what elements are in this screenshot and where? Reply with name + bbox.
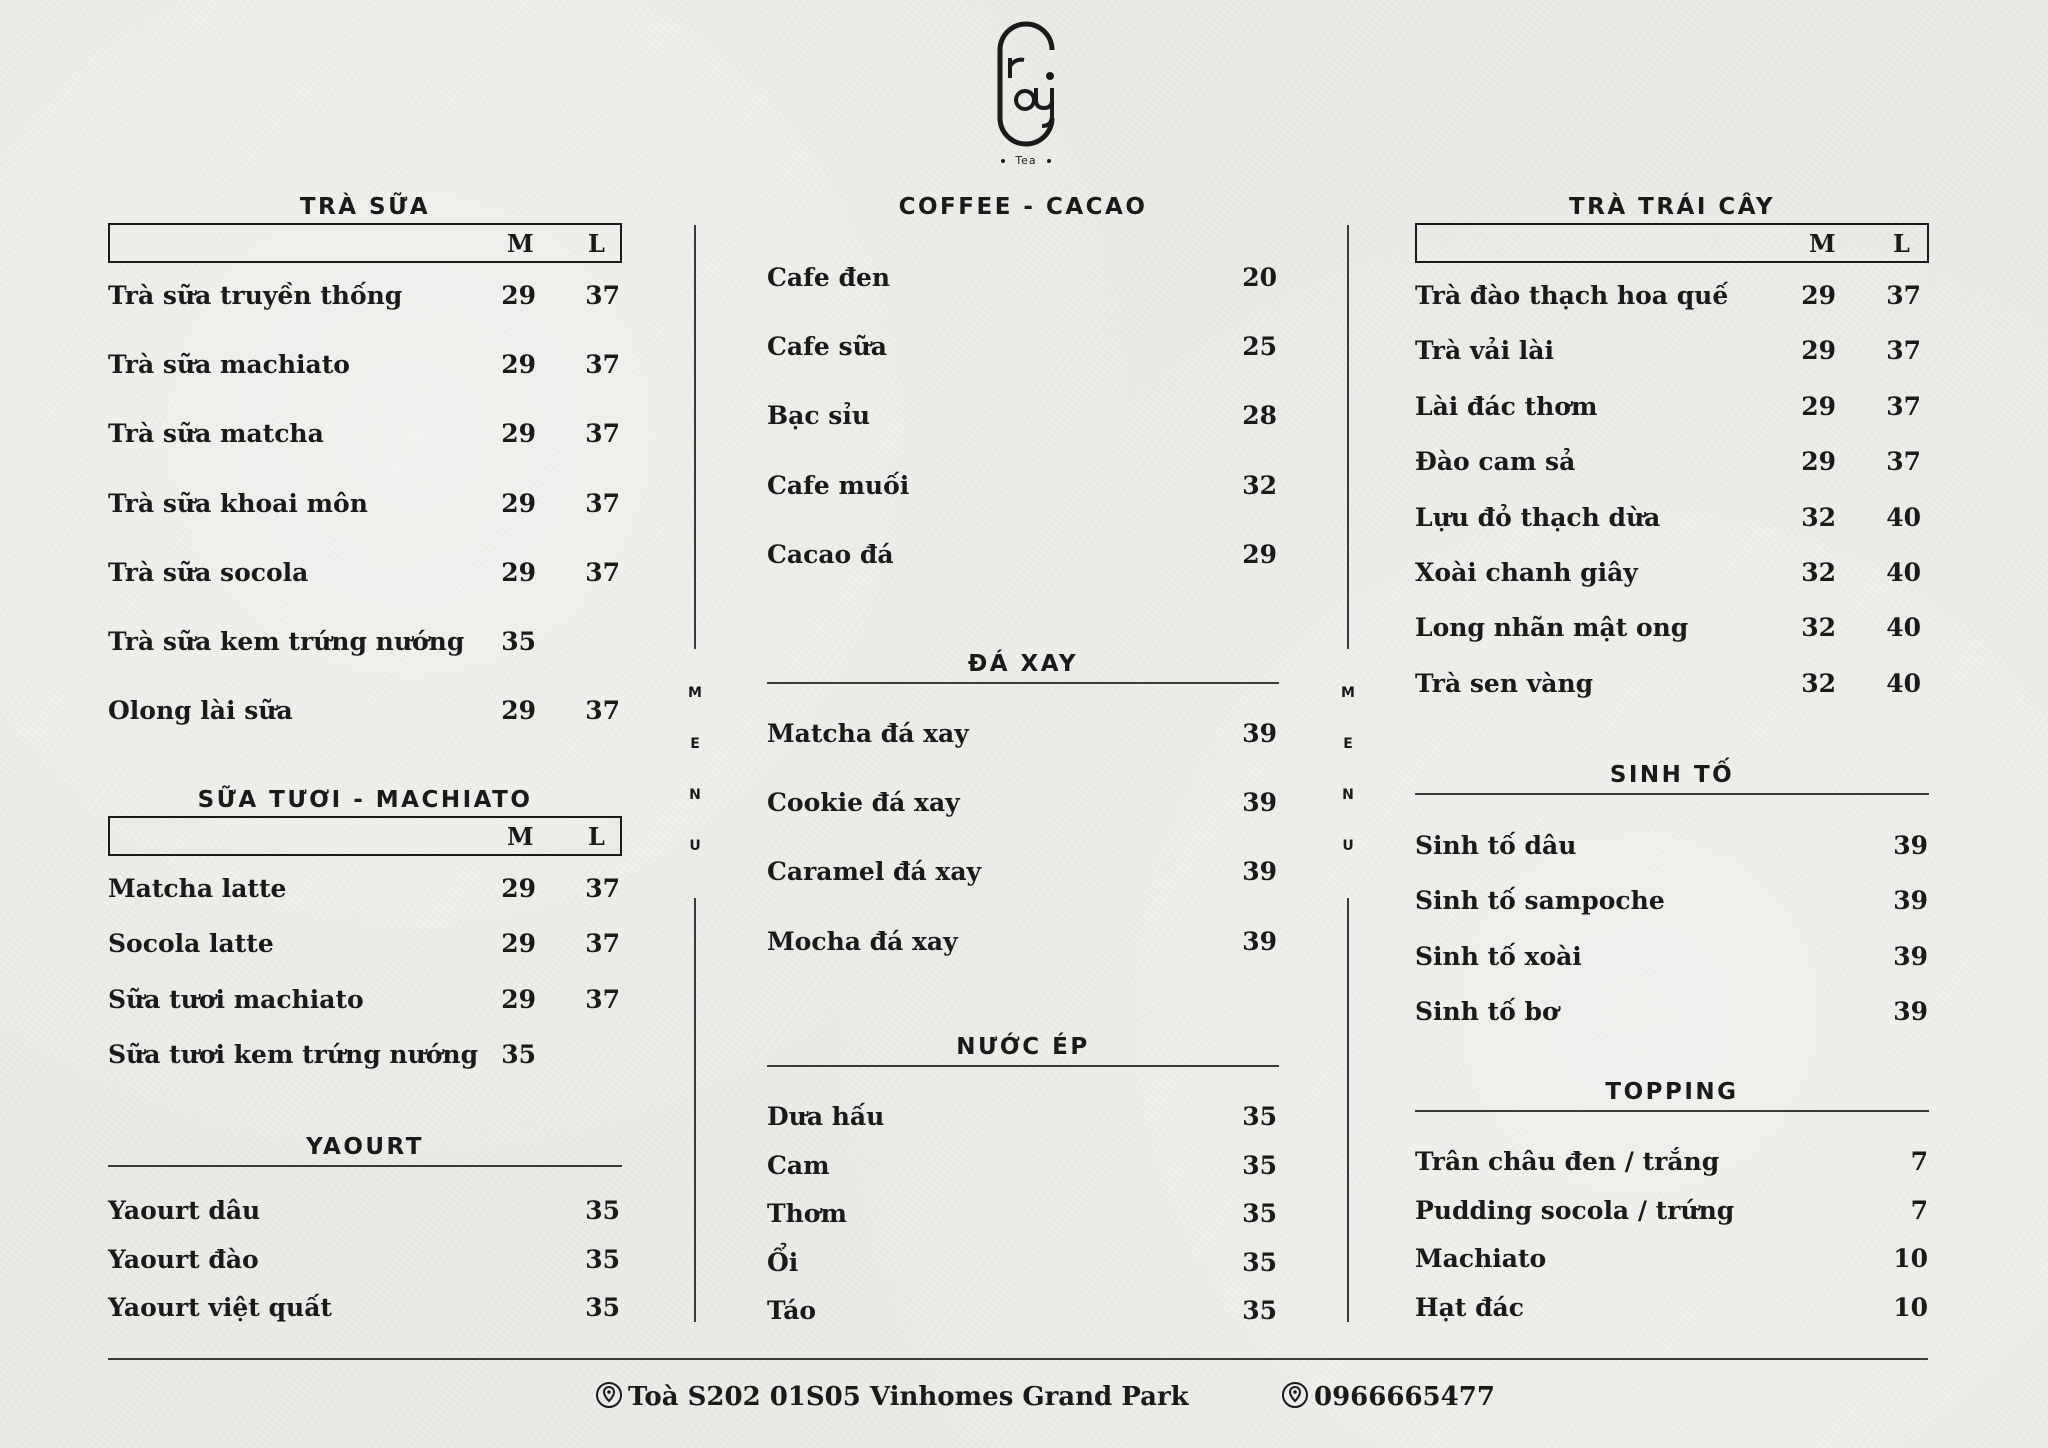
- menu-item-name: Hạt đác: [1415, 1292, 1524, 1322]
- price-size-l: 37: [1886, 281, 1921, 310]
- menu-item-row: [108, 1292, 622, 1324]
- section-title: SỮA TƯƠI - MACHIATO: [197, 787, 533, 813]
- price-size-l: 37: [585, 281, 620, 310]
- location-pin-icon: [1282, 1381, 1308, 1411]
- menu-item-name: Bạc sỉu: [767, 401, 871, 431]
- menu-item-name: Matcha đá xay: [767, 719, 969, 748]
- menu-item-row: [108, 557, 622, 589]
- menu-item-name: Lựu đỏ thạch dừa: [1415, 502, 1661, 532]
- section-divider: [1415, 793, 1929, 795]
- menu-item-row: [108, 418, 622, 450]
- price-size-m: 29: [501, 874, 536, 903]
- column-divider: [1347, 898, 1349, 1322]
- price: 35: [1242, 1247, 1277, 1277]
- menu-item-name: Trân châu đen / trắng: [1415, 1147, 1720, 1176]
- size-header: [1415, 223, 1929, 263]
- price-size-m: 29: [501, 281, 536, 310]
- price-size-m: 32: [1801, 558, 1836, 587]
- price: 29: [1242, 539, 1277, 569]
- menu-item-name: Sinh tố dâu: [1415, 831, 1577, 860]
- menu-item-row: [1415, 830, 1929, 862]
- price: 35: [1242, 1102, 1277, 1131]
- section-title: COFFEE - CACAO: [898, 194, 1148, 220]
- price-size-m: 35: [501, 1039, 536, 1069]
- price-size-m: 29: [1801, 336, 1836, 366]
- price-size-l: 37: [585, 984, 620, 1014]
- menu-item-row: [108, 1195, 622, 1227]
- price: 28: [1242, 401, 1277, 431]
- menu-item-name: Trà sữa truyền thống: [108, 281, 403, 310]
- menu-item-name: Cafe sữa: [767, 332, 887, 362]
- price-size-l: 40: [1886, 502, 1921, 532]
- section-divider: [1415, 1110, 1929, 1112]
- menu-item-row: [767, 1150, 1279, 1182]
- menu-item-row: [1415, 1195, 1929, 1227]
- menu-item-name: Trà sữa matcha: [108, 419, 324, 449]
- menu-item-name: Trà sen vàng: [1415, 668, 1594, 698]
- menu-item-name: Caramel đá xay: [767, 857, 982, 887]
- menu-item-row: [108, 873, 622, 905]
- price-size-l: 37: [585, 350, 620, 380]
- section-title: TRÀ SỮA: [299, 194, 431, 220]
- menu-item-row: [767, 262, 1279, 294]
- price-size-l: 37: [585, 419, 620, 449]
- price-size-l: 40: [1886, 668, 1921, 698]
- menu-item-row: [1415, 557, 1929, 589]
- size-m-label: M: [507, 229, 534, 258]
- menu-item-row: [767, 1101, 1279, 1133]
- menu-item-row: [767, 470, 1279, 502]
- menu-item-name: Ổi: [767, 1247, 799, 1277]
- menu-item-name: Pudding socola / trứng: [1415, 1195, 1735, 1225]
- section-coffee: [767, 193, 1279, 221]
- size-m-label: M: [507, 822, 534, 851]
- menu-item-name: Đào cam sả: [1415, 447, 1576, 477]
- menu-item-name: Matcha latte: [108, 874, 287, 903]
- size-m-label: M: [1809, 229, 1836, 258]
- price: 39: [1242, 857, 1277, 887]
- location-pin-icon: [596, 1381, 622, 1411]
- price-size-m: 29: [501, 419, 536, 449]
- menu-item-row: [1415, 612, 1929, 644]
- menu-item-name: Sinh tố sampoche: [1415, 886, 1665, 916]
- section-nuoc-ep: [767, 1033, 1279, 1067]
- menu-item-row: [1415, 502, 1929, 534]
- menu-item-row: [767, 1247, 1279, 1279]
- menu-item-row: [767, 1198, 1279, 1230]
- section-title: ĐÁ XAY: [967, 651, 1079, 677]
- price: 35: [1242, 1150, 1277, 1180]
- price: 32: [1242, 470, 1277, 500]
- section-title: NƯỚC ÉP: [956, 1034, 1090, 1060]
- menu-item-row: [1415, 885, 1929, 917]
- menu-item-row: [767, 856, 1279, 888]
- footer-divider: [108, 1358, 1928, 1360]
- menu-item-name: Yaourt đào: [108, 1244, 259, 1274]
- menu-item-name: Trà sữa socola: [108, 557, 309, 587]
- menu-item-name: Sữa tươi machiato: [108, 984, 364, 1014]
- price-size-m: 32: [1801, 668, 1836, 698]
- price: 39: [1893, 831, 1928, 860]
- menu-item-row: [1415, 941, 1929, 973]
- price: 10: [1893, 1244, 1928, 1273]
- section-title: TOPPING: [1605, 1079, 1739, 1105]
- price: 39: [1242, 926, 1277, 956]
- price-size-l: 37: [585, 696, 620, 726]
- footer-address: [596, 1380, 1189, 1414]
- menu-item-row: [1415, 1146, 1929, 1178]
- size-header: [108, 816, 622, 856]
- menu-item-row: [1415, 668, 1929, 700]
- menu-item-row: [1415, 1243, 1929, 1275]
- menu-item-name: Socola latte: [108, 929, 274, 959]
- menu-item-name: Trà vải lài: [1415, 336, 1554, 366]
- menu-item-name: Cacao đá: [767, 539, 894, 569]
- footer-phone: [1282, 1380, 1495, 1414]
- menu-item-name: Cam: [767, 1150, 830, 1180]
- price-size-m: 32: [1801, 502, 1836, 532]
- price-size-l: 37: [585, 488, 620, 518]
- size-header: [108, 223, 622, 263]
- menu-item-name: Dưa hấu: [767, 1102, 885, 1131]
- price: 35: [585, 1293, 620, 1322]
- section-tra-trai-cay: [1415, 193, 1929, 263]
- vertical-menu-label: M E N U: [1341, 685, 1355, 854]
- roy-logo-icon: [992, 18, 1060, 152]
- section-tra-sua: [108, 193, 622, 263]
- menu-item-row: [108, 928, 622, 960]
- menu-item-row: [108, 626, 622, 658]
- price-size-m: 29: [501, 488, 536, 518]
- menu-item-name: Trà sữa machiato: [108, 350, 350, 380]
- price-size-m: 29: [501, 929, 536, 959]
- section-title: SINH TỐ: [1609, 762, 1735, 788]
- menu-item-row: [108, 984, 622, 1016]
- menu-item-row: [1415, 391, 1929, 423]
- menu-item-row: [108, 1244, 622, 1276]
- menu-item-name: Lài đác thơm: [1415, 391, 1598, 421]
- price-size-m: 32: [1801, 613, 1836, 643]
- price-size-l: 37: [585, 929, 620, 959]
- menu-item-row: [767, 926, 1279, 958]
- size-l-label: L: [588, 822, 605, 851]
- price-size-m: 29: [501, 696, 536, 726]
- vertical-menu-label: M E N U: [688, 685, 702, 854]
- menu-item-name: Thơm: [767, 1199, 847, 1228]
- section-title: TRÀ TRÁI CÂY: [1568, 194, 1776, 220]
- menu-item-row: [1415, 280, 1929, 312]
- menu-item-row: [767, 718, 1279, 750]
- price-size-l: 37: [585, 557, 620, 587]
- price: 35: [585, 1244, 620, 1274]
- section-divider: [108, 1165, 622, 1167]
- price-size-l: 40: [1886, 558, 1921, 587]
- price-size-m: 29: [1801, 391, 1836, 421]
- address-text: Toà S202 01S05 Vinhomes Grand Park: [628, 1382, 1189, 1412]
- menu-item-name: Trà sữa kem trứng nướng: [108, 627, 465, 656]
- price-size-m: 29: [501, 984, 536, 1014]
- menu-item-name: Long nhãn mật ong: [1415, 613, 1689, 643]
- menu-item-row: [1415, 335, 1929, 367]
- logo-subtitle: Tea: [1015, 154, 1037, 167]
- menu-item-name: Cookie đá xay: [767, 788, 960, 818]
- menu-item-row: [1415, 996, 1929, 1028]
- menu-item-row: [767, 787, 1279, 819]
- menu-item-row: [767, 539, 1279, 571]
- price: 39: [1242, 788, 1277, 818]
- size-l-label: L: [1893, 229, 1910, 258]
- menu-item-name: Sinh tố bơ: [1415, 996, 1559, 1026]
- menu-item-name: Táo: [767, 1296, 817, 1325]
- menu-item-name: Cafe muối: [767, 470, 910, 500]
- menu-item-name: Sữa tươi kem trứng nướng: [108, 1039, 479, 1069]
- price: 7: [1910, 1147, 1928, 1176]
- menu-item-name: Sinh tố xoài: [1415, 941, 1582, 971]
- price: 35: [1242, 1296, 1277, 1325]
- section-topping: [1415, 1078, 1929, 1112]
- menu-item-row: [108, 280, 622, 312]
- price-size-l: 37: [1886, 391, 1921, 421]
- menu-item-name: Machiato: [1415, 1244, 1547, 1273]
- menu-item-row: [108, 488, 622, 520]
- section-title: YAOURT: [306, 1134, 424, 1160]
- menu-item-row: [767, 331, 1279, 363]
- price: 39: [1893, 941, 1928, 971]
- price: 20: [1242, 263, 1277, 292]
- price: 35: [1242, 1199, 1277, 1228]
- menu-item-row: [108, 349, 622, 381]
- price-size-l: 37: [1886, 447, 1921, 477]
- menu-item-name: Yaourt việt quất: [108, 1293, 332, 1322]
- menu-item-row: [108, 1039, 622, 1071]
- menu-item-row: [1415, 446, 1929, 478]
- menu-item-name: Trà đào thạch hoa quế: [1415, 281, 1729, 310]
- menu-item-name: Yaourt dâu: [108, 1196, 261, 1225]
- price-size-m: 29: [1801, 447, 1836, 477]
- price-size-l: 40: [1886, 613, 1921, 643]
- menu-item-row: [108, 695, 622, 727]
- brand-logo: [990, 18, 1062, 178]
- menu-item-row: [1415, 1292, 1929, 1324]
- menu-item-name: Trà sữa khoai môn: [108, 488, 368, 518]
- column-divider: [694, 898, 696, 1322]
- menu-item-row: [767, 1295, 1279, 1327]
- menu-item-name: Mocha đá xay: [767, 926, 958, 956]
- section-divider: [767, 1065, 1279, 1067]
- price: 39: [1242, 719, 1277, 748]
- menu-item-row: [767, 400, 1279, 432]
- section-yaourt: [108, 1133, 622, 1167]
- price: 35: [585, 1196, 620, 1225]
- menu-item-name: Xoài chanh giây: [1415, 558, 1638, 587]
- section-sinh-to: [1415, 761, 1929, 795]
- price-size-l: 37: [1886, 336, 1921, 366]
- price: 39: [1893, 886, 1928, 916]
- price-size-l: 37: [585, 874, 620, 903]
- price-size-m: 35: [501, 627, 536, 656]
- phone-text: 0966665477: [1314, 1382, 1495, 1412]
- price: 7: [1910, 1195, 1928, 1225]
- size-l-label: L: [588, 229, 605, 258]
- price-size-m: 29: [1801, 281, 1836, 310]
- column-divider: [1347, 225, 1349, 649]
- section-divider: [767, 682, 1279, 684]
- price-size-m: 29: [501, 557, 536, 587]
- menu-item-name: Cafe đen: [767, 263, 891, 292]
- section-da-xay: [767, 650, 1279, 684]
- price: 39: [1893, 996, 1928, 1026]
- column-divider: [694, 225, 696, 649]
- section-sua-tuoi: [108, 786, 622, 856]
- menu-item-name: Olong lài sữa: [108, 696, 293, 726]
- price: 10: [1893, 1292, 1928, 1322]
- price: 25: [1242, 332, 1277, 362]
- price-size-m: 29: [501, 350, 536, 380]
